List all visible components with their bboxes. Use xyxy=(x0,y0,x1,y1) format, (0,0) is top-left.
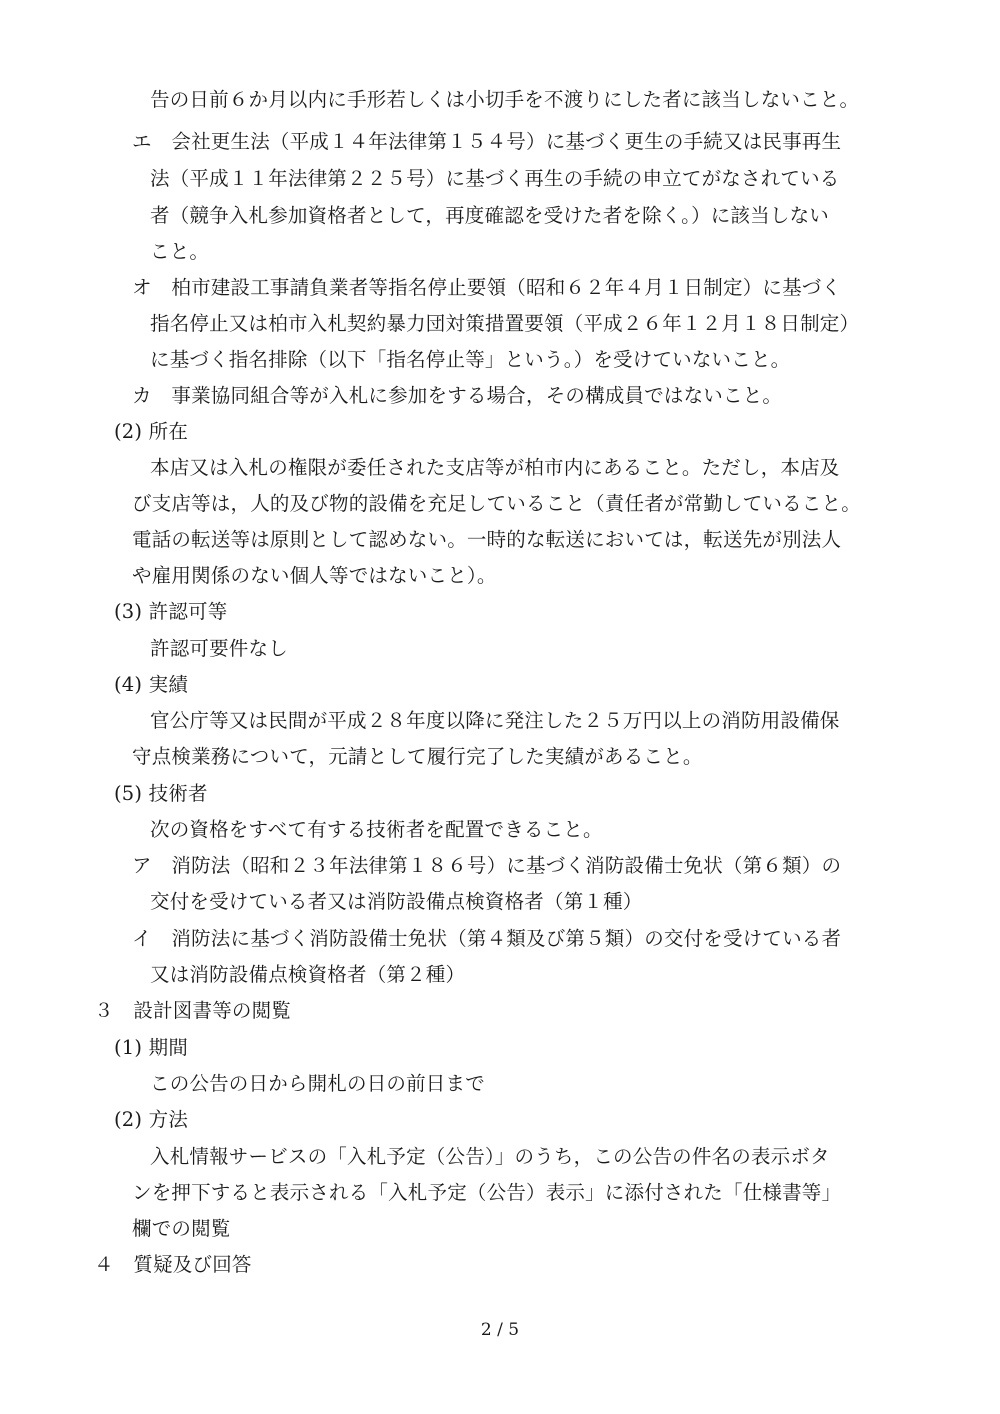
section-heading: (4) 実績 xyxy=(114,673,189,696)
text-line: 者（競争入札参加資格者として，再度確認を受けた者を除く。）に該当しない xyxy=(150,204,829,227)
section-heading: (5) 技術者 xyxy=(114,782,208,805)
text-line: 本店又は入札の権限が委任された支店等が柏市内にあること。ただし，本店及 xyxy=(150,456,840,479)
chapter-heading: ４ 質疑及び回答 xyxy=(94,1253,252,1276)
text-line: 電話の転送等は原則として認めない。一時的な転送においては，転送先が別法人 xyxy=(132,528,842,551)
text-line: 交付を受けている者又は消防設備点検資格者（第１種） xyxy=(150,890,643,913)
text-line: 守点検業務について，元請として履行完了した実績があること。 xyxy=(132,745,703,768)
text-line: 欄での閲覧 xyxy=(132,1217,231,1240)
text-line: 指名停止又は柏市入札契約暴力団対策措置要領（平成２６年１２月１８日制定） xyxy=(150,312,860,335)
section-heading: (2) 方法 xyxy=(114,1108,189,1131)
text-line: この公告の日から開札の日の前日まで xyxy=(150,1072,485,1095)
chapter-heading: ３ 設計図書等の閲覧 xyxy=(94,999,292,1022)
text-line: 告の日前６か月以内に手形若しくは小切手を不渡りにした者に該当しないこと。 xyxy=(150,88,860,111)
page-number: 2 / 5 xyxy=(480,1320,520,1340)
text-line: イ 消防法に基づく消防設備士免状（第４類及び第５類）の交付を受けている者 xyxy=(132,927,842,950)
text-line: オ 柏市建設工事請負業者等指名停止要領（昭和６２年４月１日制定）に基づく xyxy=(132,276,842,299)
text-line: 入札情報サービスの「入札予定（公告）」のうち，この公告の件名の表示ボタ xyxy=(150,1145,830,1168)
text-line: カ 事業協同組合等が入札に参加をする場合，その構成員ではないこと。 xyxy=(132,384,783,407)
text-line: エ 会社更生法（平成１４年法律第１５４号）に基づく更生の手続又は民事再生 xyxy=(132,130,842,153)
section-heading: (2) 所在 xyxy=(114,420,189,443)
text-line: 許認可要件なし xyxy=(150,637,288,660)
text-line: 又は消防設備点検資格者（第２種） xyxy=(150,963,466,986)
text-line: ア 消防法（昭和２３年法律第１８６号）に基づく消防設備士免状（第６類）の xyxy=(132,854,842,877)
section-heading: (3) 許認可等 xyxy=(114,600,228,623)
text-line: こと。 xyxy=(150,240,210,263)
text-line: ンを押下すると表示される「入札予定（公告）表示」に添付された「仕様書等」 xyxy=(132,1181,842,1204)
section-heading: (1) 期間 xyxy=(114,1036,189,1059)
text-line: に基づく指名排除（以下「指名停止等」という。）を受けていないこと。 xyxy=(150,348,791,371)
text-line: 官公庁等又は民間が平成２８年度以降に発注した２５万円以上の消防用設備保 xyxy=(150,709,840,732)
text-line: 法（平成１１年法律第２２５号）に基づく再生の手続の申立てがなされている xyxy=(150,167,840,190)
text-line: び支店等は，人的及び物的設備を充足していること（責任者が常勤していること。 xyxy=(132,492,861,515)
text-line: 次の資格をすべて有する技術者を配置できること。 xyxy=(150,818,603,841)
text-line: や雇用関係のない個人等ではないこと）。 xyxy=(132,564,497,587)
